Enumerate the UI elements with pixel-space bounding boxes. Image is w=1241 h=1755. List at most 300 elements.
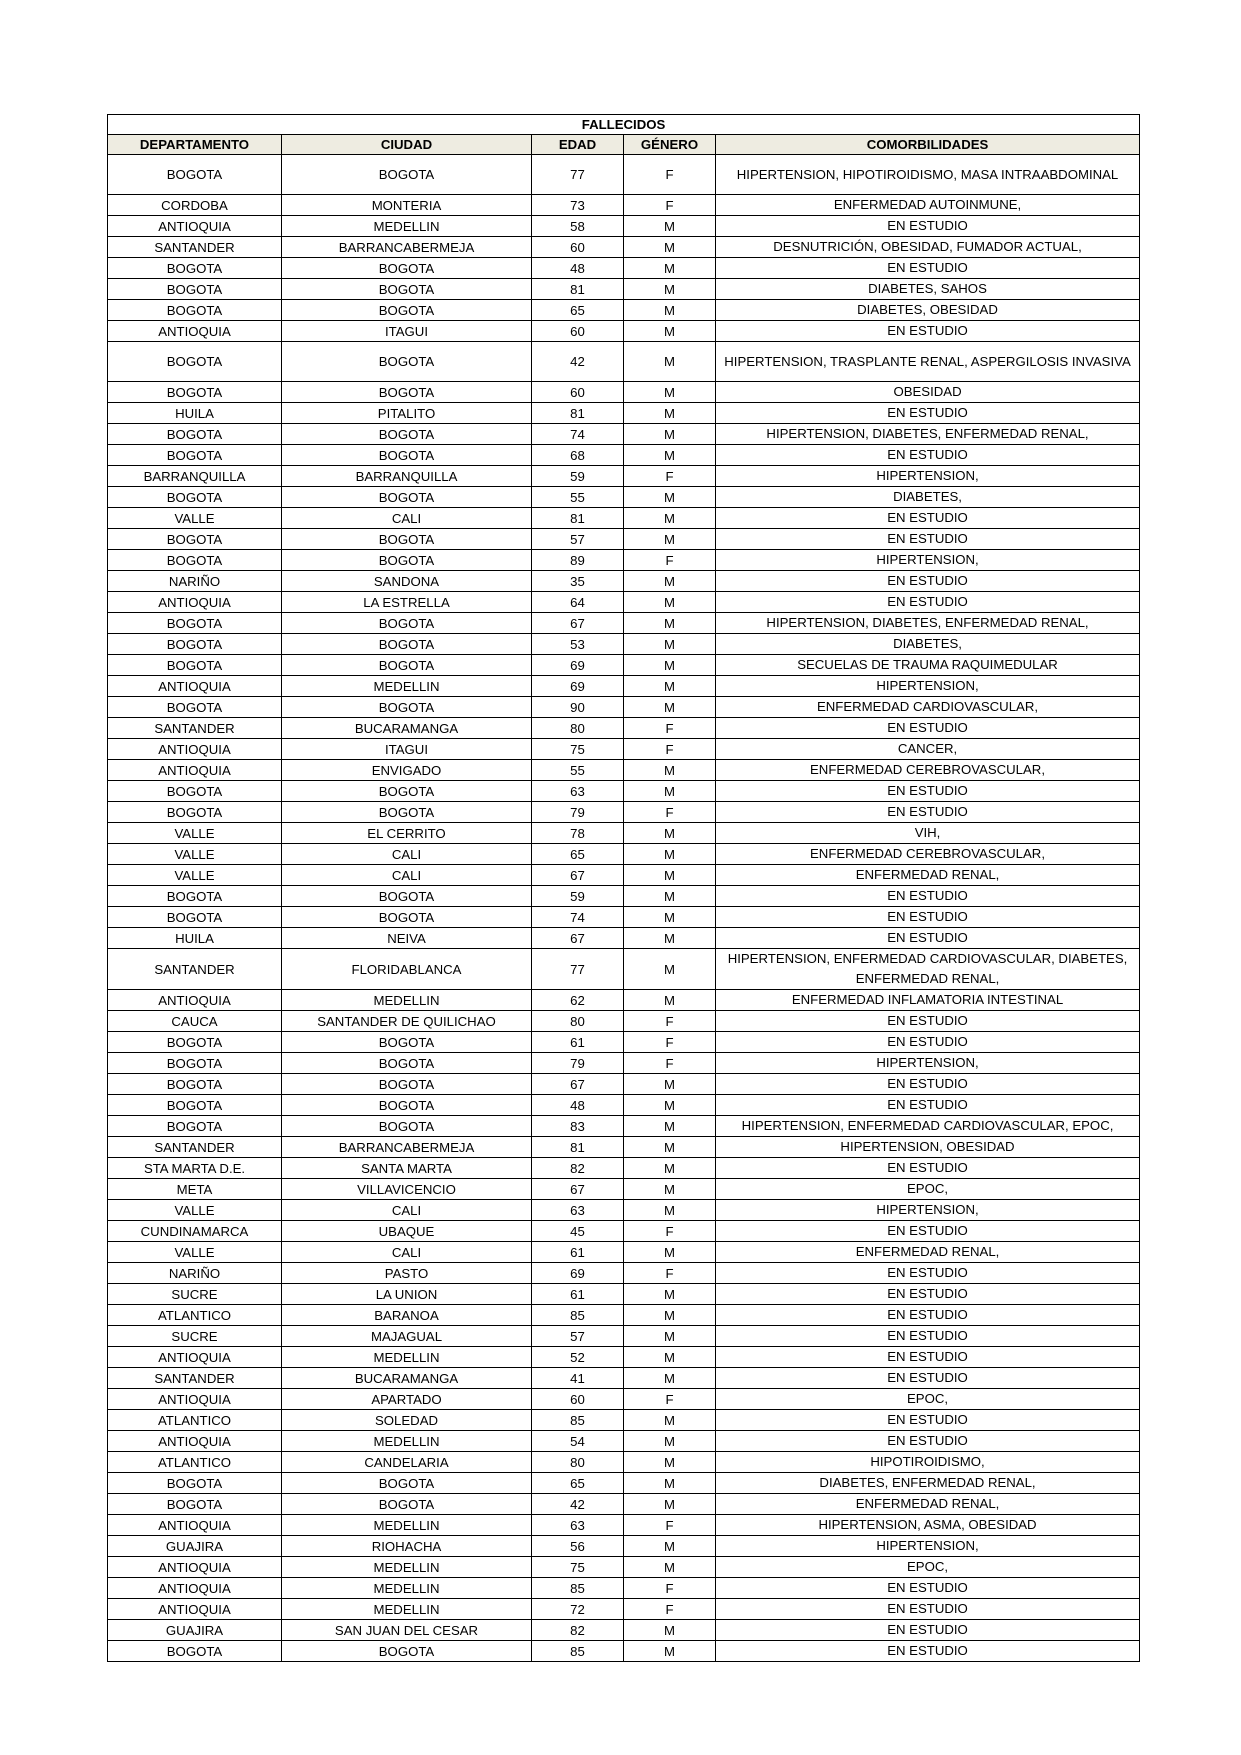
cell-departamento: VALLE xyxy=(108,1242,282,1263)
cell-departamento: VALLE xyxy=(108,844,282,865)
cell-ciudad: MEDELLIN xyxy=(282,1599,532,1620)
cell-genero: M xyxy=(624,258,716,279)
fallecidos-table xyxy=(107,114,1140,1662)
cell-genero: M xyxy=(624,1368,716,1389)
cell-comorbilidades: EN ESTUDIO xyxy=(716,928,1140,949)
cell-ciudad: EL CERRITO xyxy=(282,823,532,844)
cell-departamento: BOGOTA xyxy=(108,1473,282,1494)
table-row xyxy=(108,1074,1140,1095)
table-row xyxy=(108,1263,1140,1284)
table-row xyxy=(108,237,1140,258)
cell-ciudad: BOGOTA xyxy=(282,697,532,718)
cell-ciudad: BARRANCABERMEJA xyxy=(282,237,532,258)
table-row xyxy=(108,928,1140,949)
cell-ciudad: ENVIGADO xyxy=(282,760,532,781)
cell-comorbilidades: EN ESTUDIO xyxy=(716,403,1140,424)
cell-departamento: BOGOTA xyxy=(108,424,282,445)
cell-ciudad: BOGOTA xyxy=(282,342,532,382)
table-row xyxy=(108,1389,1140,1410)
table-row xyxy=(108,760,1140,781)
cell-genero: M xyxy=(624,760,716,781)
cell-comorbilidades: EN ESTUDIO xyxy=(716,1599,1140,1620)
cell-genero: M xyxy=(624,1137,716,1158)
cell-comorbilidades: EN ESTUDIO xyxy=(716,1431,1140,1452)
cell-ciudad: UBAQUE xyxy=(282,1221,532,1242)
cell-edad: 82 xyxy=(532,1620,624,1641)
cell-departamento: VALLE xyxy=(108,1200,282,1221)
cell-comorbilidades: ENFERMEDAD AUTOINMUNE, xyxy=(716,195,1140,216)
cell-genero: M xyxy=(624,1347,716,1368)
cell-ciudad: BOGOTA xyxy=(282,155,532,195)
cell-genero: F xyxy=(624,195,716,216)
header-genero: GÉNERO xyxy=(624,135,716,155)
cell-comorbilidades: HIPERTENSION, xyxy=(716,1053,1140,1074)
cell-departamento: BOGOTA xyxy=(108,487,282,508)
cell-edad: 67 xyxy=(532,1074,624,1095)
cell-comorbilidades: HIPERTENSION, DIABETES, ENFERMEDAD RENAL, xyxy=(716,613,1140,634)
cell-comorbilidades: EN ESTUDIO xyxy=(716,216,1140,237)
cell-comorbilidades: EN ESTUDIO xyxy=(716,1347,1140,1368)
cell-edad: 42 xyxy=(532,342,624,382)
cell-ciudad: BOGOTA xyxy=(282,907,532,928)
cell-departamento: BOGOTA xyxy=(108,1032,282,1053)
cell-genero: M xyxy=(624,655,716,676)
cell-ciudad: BOGOTA xyxy=(282,1116,532,1137)
cell-edad: 62 xyxy=(532,990,624,1011)
cell-edad: 57 xyxy=(532,1326,624,1347)
cell-edad: 85 xyxy=(532,1410,624,1431)
cell-edad: 60 xyxy=(532,382,624,403)
header-edad: EDAD xyxy=(532,135,624,155)
cell-ciudad: PASTO xyxy=(282,1263,532,1284)
cell-genero: M xyxy=(624,781,716,802)
cell-ciudad: BARANOA xyxy=(282,1305,532,1326)
cell-genero: M xyxy=(624,844,716,865)
cell-comorbilidades: ENFERMEDAD CARDIOVASCULAR, xyxy=(716,697,1140,718)
cell-departamento: BOGOTA xyxy=(108,802,282,823)
cell-edad: 63 xyxy=(532,781,624,802)
table-row xyxy=(108,634,1140,655)
cell-genero: M xyxy=(624,342,716,382)
table-row xyxy=(108,1641,1140,1662)
cell-edad: 48 xyxy=(532,258,624,279)
cell-comorbilidades: EN ESTUDIO xyxy=(716,592,1140,613)
cell-departamento: VALLE xyxy=(108,865,282,886)
cell-comorbilidades: HIPERTENSION, ENFERMEDAD CARDIOVASCULAR, DIABETES, ENFERMEDAD RENAL, xyxy=(716,949,1140,990)
cell-edad: 90 xyxy=(532,697,624,718)
cell-comorbilidades: HIPERTENSION, ASMA, OBESIDAD xyxy=(716,1515,1140,1536)
cell-edad: 78 xyxy=(532,823,624,844)
cell-departamento: ANTIOQUIA xyxy=(108,1578,282,1599)
cell-comorbilidades: SECUELAS DE TRAUMA RAQUIMEDULAR xyxy=(716,655,1140,676)
cell-ciudad: CALI xyxy=(282,508,532,529)
cell-comorbilidades: ENFERMEDAD INFLAMATORIA INTESTINAL xyxy=(716,990,1140,1011)
cell-edad: 65 xyxy=(532,1473,624,1494)
cell-genero: M xyxy=(624,613,716,634)
cell-ciudad: LA ESTRELLA xyxy=(282,592,532,613)
table-row xyxy=(108,886,1140,907)
cell-genero: F xyxy=(624,1389,716,1410)
cell-edad: 75 xyxy=(532,1557,624,1578)
cell-comorbilidades: HIPERTENSION, TRASPLANTE RENAL, ASPERGILOSIS INVASIVA xyxy=(716,342,1140,382)
cell-comorbilidades: EN ESTUDIO xyxy=(716,886,1140,907)
table-row xyxy=(108,1158,1140,1179)
cell-comorbilidades: DIABETES, ENFERMEDAD RENAL, xyxy=(716,1473,1140,1494)
table-row xyxy=(108,592,1140,613)
cell-comorbilidades: HIPERTENSION, OBESIDAD xyxy=(716,1137,1140,1158)
cell-edad: 60 xyxy=(532,321,624,342)
cell-departamento: CAUCA xyxy=(108,1011,282,1032)
cell-ciudad: ITAGUI xyxy=(282,739,532,760)
cell-genero: M xyxy=(624,1410,716,1431)
table-row xyxy=(108,739,1140,760)
cell-genero: M xyxy=(624,279,716,300)
cell-departamento: BOGOTA xyxy=(108,1053,282,1074)
cell-comorbilidades: DIABETES, xyxy=(716,634,1140,655)
cell-comorbilidades: EN ESTUDIO xyxy=(716,1305,1140,1326)
cell-departamento: BOGOTA xyxy=(108,258,282,279)
header-ciudad: CIUDAD xyxy=(282,135,532,155)
cell-edad: 75 xyxy=(532,739,624,760)
table-row xyxy=(108,342,1140,382)
cell-edad: 45 xyxy=(532,1221,624,1242)
table-row xyxy=(108,1284,1140,1305)
cell-edad: 72 xyxy=(532,1599,624,1620)
cell-departamento: BOGOTA xyxy=(108,1095,282,1116)
table-row xyxy=(108,1620,1140,1641)
cell-departamento: ANTIOQUIA xyxy=(108,321,282,342)
cell-ciudad: BOGOTA xyxy=(282,634,532,655)
cell-edad: 81 xyxy=(532,508,624,529)
cell-edad: 79 xyxy=(532,802,624,823)
cell-genero: M xyxy=(624,1305,716,1326)
cell-departamento: BOGOTA xyxy=(108,1074,282,1095)
cell-ciudad: CALI xyxy=(282,1200,532,1221)
cell-departamento: SUCRE xyxy=(108,1284,282,1305)
cell-edad: 60 xyxy=(532,1389,624,1410)
cell-genero: M xyxy=(624,865,716,886)
cell-edad: 63 xyxy=(532,1200,624,1221)
header-comorbilidades: COMORBILIDADES xyxy=(716,135,1140,155)
cell-comorbilidades: ENFERMEDAD RENAL, xyxy=(716,1242,1140,1263)
cell-comorbilidades: HIPERTENSION, ENFERMEDAD CARDIOVASCULAR, EPOC, xyxy=(716,1116,1140,1137)
cell-genero: F xyxy=(624,1011,716,1032)
cell-genero: F xyxy=(624,1515,716,1536)
cell-genero: F xyxy=(624,739,716,760)
cell-edad: 35 xyxy=(532,571,624,592)
cell-edad: 54 xyxy=(532,1431,624,1452)
cell-departamento: BOGOTA xyxy=(108,634,282,655)
cell-comorbilidades: EPOC, xyxy=(716,1179,1140,1200)
cell-departamento: SANTANDER xyxy=(108,237,282,258)
cell-comorbilidades: HIPERTENSION, xyxy=(716,466,1140,487)
cell-comorbilidades: EN ESTUDIO xyxy=(716,1620,1140,1641)
table-row xyxy=(108,907,1140,928)
cell-ciudad: SAN JUAN DEL CESAR xyxy=(282,1620,532,1641)
cell-departamento: GUAJIRA xyxy=(108,1620,282,1641)
table-row xyxy=(108,466,1140,487)
cell-departamento: ANTIOQUIA xyxy=(108,216,282,237)
cell-edad: 48 xyxy=(532,1095,624,1116)
cell-ciudad: BOGOTA xyxy=(282,279,532,300)
cell-comorbilidades: EN ESTUDIO xyxy=(716,781,1140,802)
cell-genero: M xyxy=(624,1641,716,1662)
cell-ciudad: BOGOTA xyxy=(282,1032,532,1053)
cell-comorbilidades: HIPERTENSION, DIABETES, ENFERMEDAD RENAL, xyxy=(716,424,1140,445)
cell-genero: M xyxy=(624,949,716,990)
cell-edad: 85 xyxy=(532,1641,624,1662)
cell-comorbilidades: OBESIDAD xyxy=(716,382,1140,403)
table-row xyxy=(108,258,1140,279)
cell-edad: 65 xyxy=(532,300,624,321)
table-row xyxy=(108,508,1140,529)
table-row xyxy=(108,321,1140,342)
cell-ciudad: BARRANCABERMEJA xyxy=(282,1137,532,1158)
cell-edad: 80 xyxy=(532,1452,624,1473)
cell-genero: M xyxy=(624,445,716,466)
cell-departamento: BARRANQUILLA xyxy=(108,466,282,487)
table-row xyxy=(108,1221,1140,1242)
cell-departamento: NARIÑO xyxy=(108,1263,282,1284)
cell-edad: 82 xyxy=(532,1158,624,1179)
cell-edad: 61 xyxy=(532,1284,624,1305)
table-row xyxy=(108,802,1140,823)
cell-comorbilidades: EN ESTUDIO xyxy=(716,1032,1140,1053)
cell-ciudad: BOGOTA xyxy=(282,1095,532,1116)
cell-comorbilidades: EN ESTUDIO xyxy=(716,1011,1140,1032)
table-title: FALLECIDOS xyxy=(108,115,1140,135)
cell-genero: M xyxy=(624,592,716,613)
table-row xyxy=(108,823,1140,844)
cell-ciudad: CALI xyxy=(282,844,532,865)
cell-genero: M xyxy=(624,237,716,258)
cell-ciudad: SOLEDAD xyxy=(282,1410,532,1431)
cell-comorbilidades: EN ESTUDIO xyxy=(716,1158,1140,1179)
cell-genero: F xyxy=(624,1263,716,1284)
table-row xyxy=(108,571,1140,592)
cell-departamento: ANTIOQUIA xyxy=(108,990,282,1011)
table-row xyxy=(108,195,1140,216)
cell-genero: M xyxy=(624,1473,716,1494)
cell-departamento: ANTIOQUIA xyxy=(108,760,282,781)
cell-comorbilidades: EN ESTUDIO xyxy=(716,571,1140,592)
cell-genero: M xyxy=(624,571,716,592)
cell-edad: 83 xyxy=(532,1116,624,1137)
table-row xyxy=(108,300,1140,321)
cell-departamento: SUCRE xyxy=(108,1326,282,1347)
cell-edad: 67 xyxy=(532,865,624,886)
cell-ciudad: MEDELLIN xyxy=(282,1515,532,1536)
cell-edad: 85 xyxy=(532,1305,624,1326)
table-row xyxy=(108,1557,1140,1578)
cell-genero: M xyxy=(624,928,716,949)
cell-genero: F xyxy=(624,155,716,195)
cell-edad: 64 xyxy=(532,592,624,613)
cell-comorbilidades: EN ESTUDIO xyxy=(716,1641,1140,1662)
cell-genero: M xyxy=(624,529,716,550)
table-row xyxy=(108,487,1140,508)
cell-departamento: BOGOTA xyxy=(108,655,282,676)
cell-ciudad: BOGOTA xyxy=(282,1074,532,1095)
cell-edad: 89 xyxy=(532,550,624,571)
cell-edad: 61 xyxy=(532,1242,624,1263)
cell-departamento: BOGOTA xyxy=(108,886,282,907)
cell-departamento: BOGOTA xyxy=(108,445,282,466)
table-row xyxy=(108,1011,1140,1032)
cell-ciudad: PITALITO xyxy=(282,403,532,424)
cell-comorbilidades: HIPERTENSION, xyxy=(716,1200,1140,1221)
cell-comorbilidades: DIABETES, OBESIDAD xyxy=(716,300,1140,321)
table-row xyxy=(108,1305,1140,1326)
cell-genero: M xyxy=(624,1284,716,1305)
cell-edad: 65 xyxy=(532,844,624,865)
cell-ciudad: MEDELLIN xyxy=(282,1578,532,1599)
cell-comorbilidades: VIH, xyxy=(716,823,1140,844)
cell-departamento: CUNDINAMARCA xyxy=(108,1221,282,1242)
cell-comorbilidades: EN ESTUDIO xyxy=(716,321,1140,342)
cell-departamento: ANTIOQUIA xyxy=(108,592,282,613)
table-body xyxy=(108,155,1140,1662)
cell-genero: M xyxy=(624,886,716,907)
table-row xyxy=(108,445,1140,466)
cell-genero: F xyxy=(624,1599,716,1620)
cell-genero: M xyxy=(624,1557,716,1578)
table-row xyxy=(108,676,1140,697)
cell-genero: M xyxy=(624,424,716,445)
cell-departamento: BOGOTA xyxy=(108,613,282,634)
cell-genero: M xyxy=(624,697,716,718)
cell-departamento: ATLANTICO xyxy=(108,1452,282,1473)
cell-genero: M xyxy=(624,508,716,529)
cell-comorbilidades: EN ESTUDIO xyxy=(716,508,1140,529)
cell-genero: M xyxy=(624,1620,716,1641)
cell-edad: 69 xyxy=(532,655,624,676)
cell-ciudad: BOGOTA xyxy=(282,1494,532,1515)
table-row xyxy=(108,1116,1140,1137)
cell-edad: 79 xyxy=(532,1053,624,1074)
cell-departamento: BOGOTA xyxy=(108,382,282,403)
cell-genero: M xyxy=(624,216,716,237)
cell-departamento: ANTIOQUIA xyxy=(108,1347,282,1368)
table-row xyxy=(108,1599,1140,1620)
table-row xyxy=(108,382,1140,403)
cell-departamento: SANTANDER xyxy=(108,718,282,739)
cell-departamento: BOGOTA xyxy=(108,1494,282,1515)
cell-edad: 81 xyxy=(532,279,624,300)
cell-departamento: ANTIOQUIA xyxy=(108,1515,282,1536)
cell-ciudad: BOGOTA xyxy=(282,1473,532,1494)
cell-edad: 81 xyxy=(532,403,624,424)
cell-ciudad: LA UNION xyxy=(282,1284,532,1305)
cell-ciudad: BOGOTA xyxy=(282,802,532,823)
cell-edad: 52 xyxy=(532,1347,624,1368)
table-row xyxy=(108,781,1140,802)
cell-comorbilidades: DIABETES, xyxy=(716,487,1140,508)
cell-ciudad: SANTANDER DE QUILICHAO xyxy=(282,1011,532,1032)
cell-ciudad: BOGOTA xyxy=(282,550,532,571)
cell-departamento: BOGOTA xyxy=(108,781,282,802)
cell-comorbilidades: EN ESTUDIO xyxy=(716,1368,1140,1389)
cell-departamento: VALLE xyxy=(108,823,282,844)
cell-ciudad: BUCARAMANGA xyxy=(282,1368,532,1389)
table-row xyxy=(108,424,1140,445)
cell-edad: 69 xyxy=(532,676,624,697)
cell-departamento: NARIÑO xyxy=(108,571,282,592)
cell-departamento: GUAJIRA xyxy=(108,1536,282,1557)
table-row xyxy=(108,403,1140,424)
cell-ciudad: SANTA MARTA xyxy=(282,1158,532,1179)
cell-comorbilidades: HIPERTENSION, xyxy=(716,1536,1140,1557)
cell-departamento: BOGOTA xyxy=(108,1641,282,1662)
table-row xyxy=(108,1452,1140,1473)
table-row xyxy=(108,844,1140,865)
table-row xyxy=(108,1200,1140,1221)
cell-genero: F xyxy=(624,802,716,823)
cell-genero: F xyxy=(624,718,716,739)
table-row xyxy=(108,1536,1140,1557)
cell-comorbilidades: ENFERMEDAD RENAL, xyxy=(716,1494,1140,1515)
cell-comorbilidades: EN ESTUDIO xyxy=(716,258,1140,279)
cell-departamento: BOGOTA xyxy=(108,529,282,550)
cell-edad: 67 xyxy=(532,613,624,634)
cell-departamento: ANTIOQUIA xyxy=(108,676,282,697)
cell-edad: 58 xyxy=(532,216,624,237)
cell-departamento: BOGOTA xyxy=(108,342,282,382)
cell-ciudad: BOGOTA xyxy=(282,1641,532,1662)
table-row xyxy=(108,279,1140,300)
cell-departamento: BOGOTA xyxy=(108,697,282,718)
cell-ciudad: BOGOTA xyxy=(282,781,532,802)
table-row xyxy=(108,1368,1140,1389)
cell-genero: M xyxy=(624,487,716,508)
cell-ciudad: BOGOTA xyxy=(282,258,532,279)
cell-edad: 80 xyxy=(532,1011,624,1032)
table-row xyxy=(108,550,1140,571)
table-row xyxy=(108,1095,1140,1116)
table-row xyxy=(108,1494,1140,1515)
cell-departamento: CORDOBA xyxy=(108,195,282,216)
cell-genero: M xyxy=(624,403,716,424)
cell-departamento: SANTANDER xyxy=(108,1137,282,1158)
cell-genero: F xyxy=(624,550,716,571)
cell-edad: 69 xyxy=(532,1263,624,1284)
cell-ciudad: MEDELLIN xyxy=(282,1431,532,1452)
cell-edad: 73 xyxy=(532,195,624,216)
cell-ciudad: BOGOTA xyxy=(282,529,532,550)
cell-departamento: ANTIOQUIA xyxy=(108,1557,282,1578)
cell-edad: 55 xyxy=(532,487,624,508)
cell-comorbilidades: EN ESTUDIO xyxy=(716,1326,1140,1347)
cell-comorbilidades: ENFERMEDAD CEREBROVASCULAR, xyxy=(716,844,1140,865)
cell-genero: M xyxy=(624,1074,716,1095)
cell-genero: M xyxy=(624,1536,716,1557)
cell-genero: F xyxy=(624,466,716,487)
cell-edad: 41 xyxy=(532,1368,624,1389)
cell-genero: M xyxy=(624,382,716,403)
cell-genero: M xyxy=(624,823,716,844)
cell-edad: 68 xyxy=(532,445,624,466)
cell-ciudad: APARTADO xyxy=(282,1389,532,1410)
table-row xyxy=(108,1347,1140,1368)
table-row xyxy=(108,1053,1140,1074)
cell-ciudad: VILLAVICENCIO xyxy=(282,1179,532,1200)
cell-departamento: ANTIOQUIA xyxy=(108,1599,282,1620)
cell-comorbilidades: DIABETES, SAHOS xyxy=(716,279,1140,300)
cell-ciudad: SANDONA xyxy=(282,571,532,592)
cell-genero: M xyxy=(624,1095,716,1116)
table-title-row xyxy=(108,115,1140,135)
cell-ciudad: MAJAGUAL xyxy=(282,1326,532,1347)
